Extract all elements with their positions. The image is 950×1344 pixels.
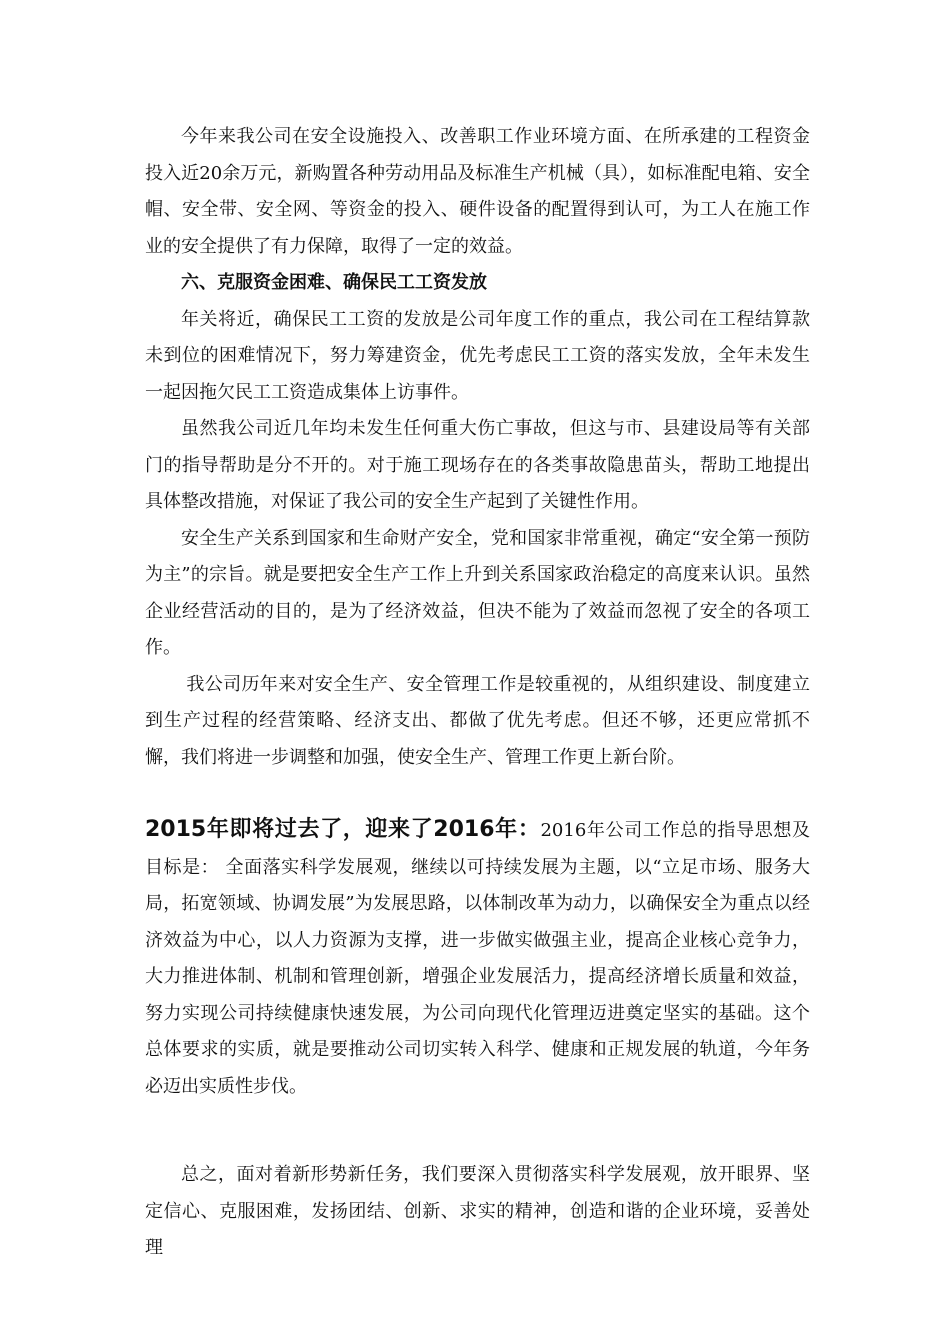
paragraph-safety-policy: 安全生产关系到国家和生命财产安全，党和国家非常重视，确定“安全第一预防为主”的宗旨。就是要把安全生产工作上升到关系国家政治稳定的高度来认识。虽然企业经营活动的目的，是为了经济效益，但决不能为了效益而忽视了安全的各项工作。 bbox=[145, 527, 810, 658]
paragraph-2016-goals bbox=[145, 812, 810, 1105]
paragraph-wages: 年关将近，确保民工工资的发放是公司年度工作的重点，我公司在工程结算款未到位的困难情况下，努力筹建资金，优先考虑民工工资的落实发放，全年未发生一起因拖欠民工工资造成集体上访事件。 bbox=[145, 308, 810, 403]
summary-lead: 2015年即将过去了，迎来了2016年： bbox=[145, 817, 541, 842]
section-heading-wages: 六、克服资金困难、确保民工工资发放 bbox=[181, 272, 487, 293]
paragraph-safety-investment: 今年来我公司在安全设施投入、改善职工作业环境方面、在所承建的工程资金投入近20余万元，新购置各种劳动用品及标准生产机械（具），如标准配电箱、安全帽、安全带、安全网、等资金的投入、硬件设备的配置得到认可，为工人在施工作业的安全提供了有力保障，取得了一定的效益。 bbox=[145, 126, 810, 257]
paragraph-closing: 总之，面对着新形势新任务，我们要深入贯彻落实科学发展观，放开眼界、坚定信心、克服困难，发扬团结、创新、求实的精神，创造和谐的企业环境，妥善处理 bbox=[145, 1164, 810, 1258]
summary-body: 2016年公司工作总的指导思想及目标是： 全面落实科学发展观，继续以可持续发展为主题，以“立足市场、服务大局，拓宽领域、协调发展”为发展思路，以体制改革为动力，以确保安全为重点以经济效益为中心，以人力资源为支撑，进一步做实做强主业，提高企业核心竞争力，大力推进体制、机制和管理创新，增强企业发展活力，提高经济增长质量和效益，努力实现公司持续健康快速发展，为公司向现代化管理迈进奠定坚实的基础。这个总体要求的实质，就是要推动公司切实转入科学、健康和正规发展的轨道，今年务必迈出实质性步伐。 bbox=[145, 820, 810, 1097]
paragraph-no-accidents: 虽然我公司近几年均未发生任何重大伤亡事故，但这与市、县建设局等有关部门的指导帮助是分不开的。对于施工现场存在的各类事故隐患苗头，帮助工地提出具体整改措施，对保证了我公司的安全生产起到了关键性作用。 bbox=[145, 418, 810, 512]
document-body bbox=[145, 119, 810, 1267]
paragraph-management: 我公司历年来对安全生产、安全管理工作是较重视的，从组织建设、制度建立到生产过程的经营策略、经济支出、都做了优先考虑。但还不够，还更应常抓不懈，我们将进一步调整和加强，使安全生产、管理工作更上新台阶。 bbox=[145, 673, 810, 768]
